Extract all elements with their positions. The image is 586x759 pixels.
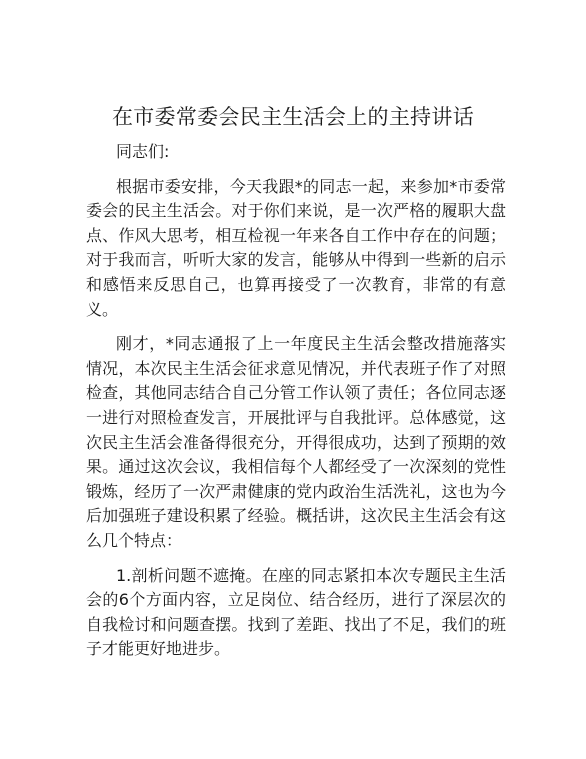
- paragraph-2: 刚才，*同志通报了上一年度民主生活会整改措施落实情况，本次民主生活会征求意见情况，并代表班子作了对照检查，其他同志结合自己分管工作认领了责任；各位同志逐一进行对照检查发言，开展批评与自我批评。总体感觉，这次民主生活会准备得很充分，开得很成功，达到了预期的效果。通过这次会议，我相信每个人都经受了一次深刻的党性锻炼，经历了一次严肃健康的党内政治生活洗礼，这也为今后加强班子建设积累了经验。概括讲，这次民主生活会有这么几个特点：: [86, 334, 506, 550]
- salutation: 同志们:: [116, 142, 170, 161]
- document-body: [86, 140, 506, 672]
- paragraph-3: 1.剖析问题不遮掩。在座的同志紧扣本次专题民主生活会的6个方面内容，立足岗位、结合经历，进行了深层次的自我检讨和问题查摆。找到了差距、找出了不足，我们的班子才能更好地进步。: [86, 565, 506, 659]
- paragraph-1: 根据市委安排，今天我跟*的同志一起，来参加*市委常委会的民主生活会。对于你们来说，是一次严格的履职大盘点、作风大思考，相互检视一年来各自工作中存在的问题；对于我而言，听听大家的发言，能够从中得到一些新的启示和感悟来反思自己，也算再接受了一次教育，非常的有意义。: [86, 176, 506, 319]
- document-title: 在市委常委会民主生活会上的主持讲话: [111, 105, 475, 129]
